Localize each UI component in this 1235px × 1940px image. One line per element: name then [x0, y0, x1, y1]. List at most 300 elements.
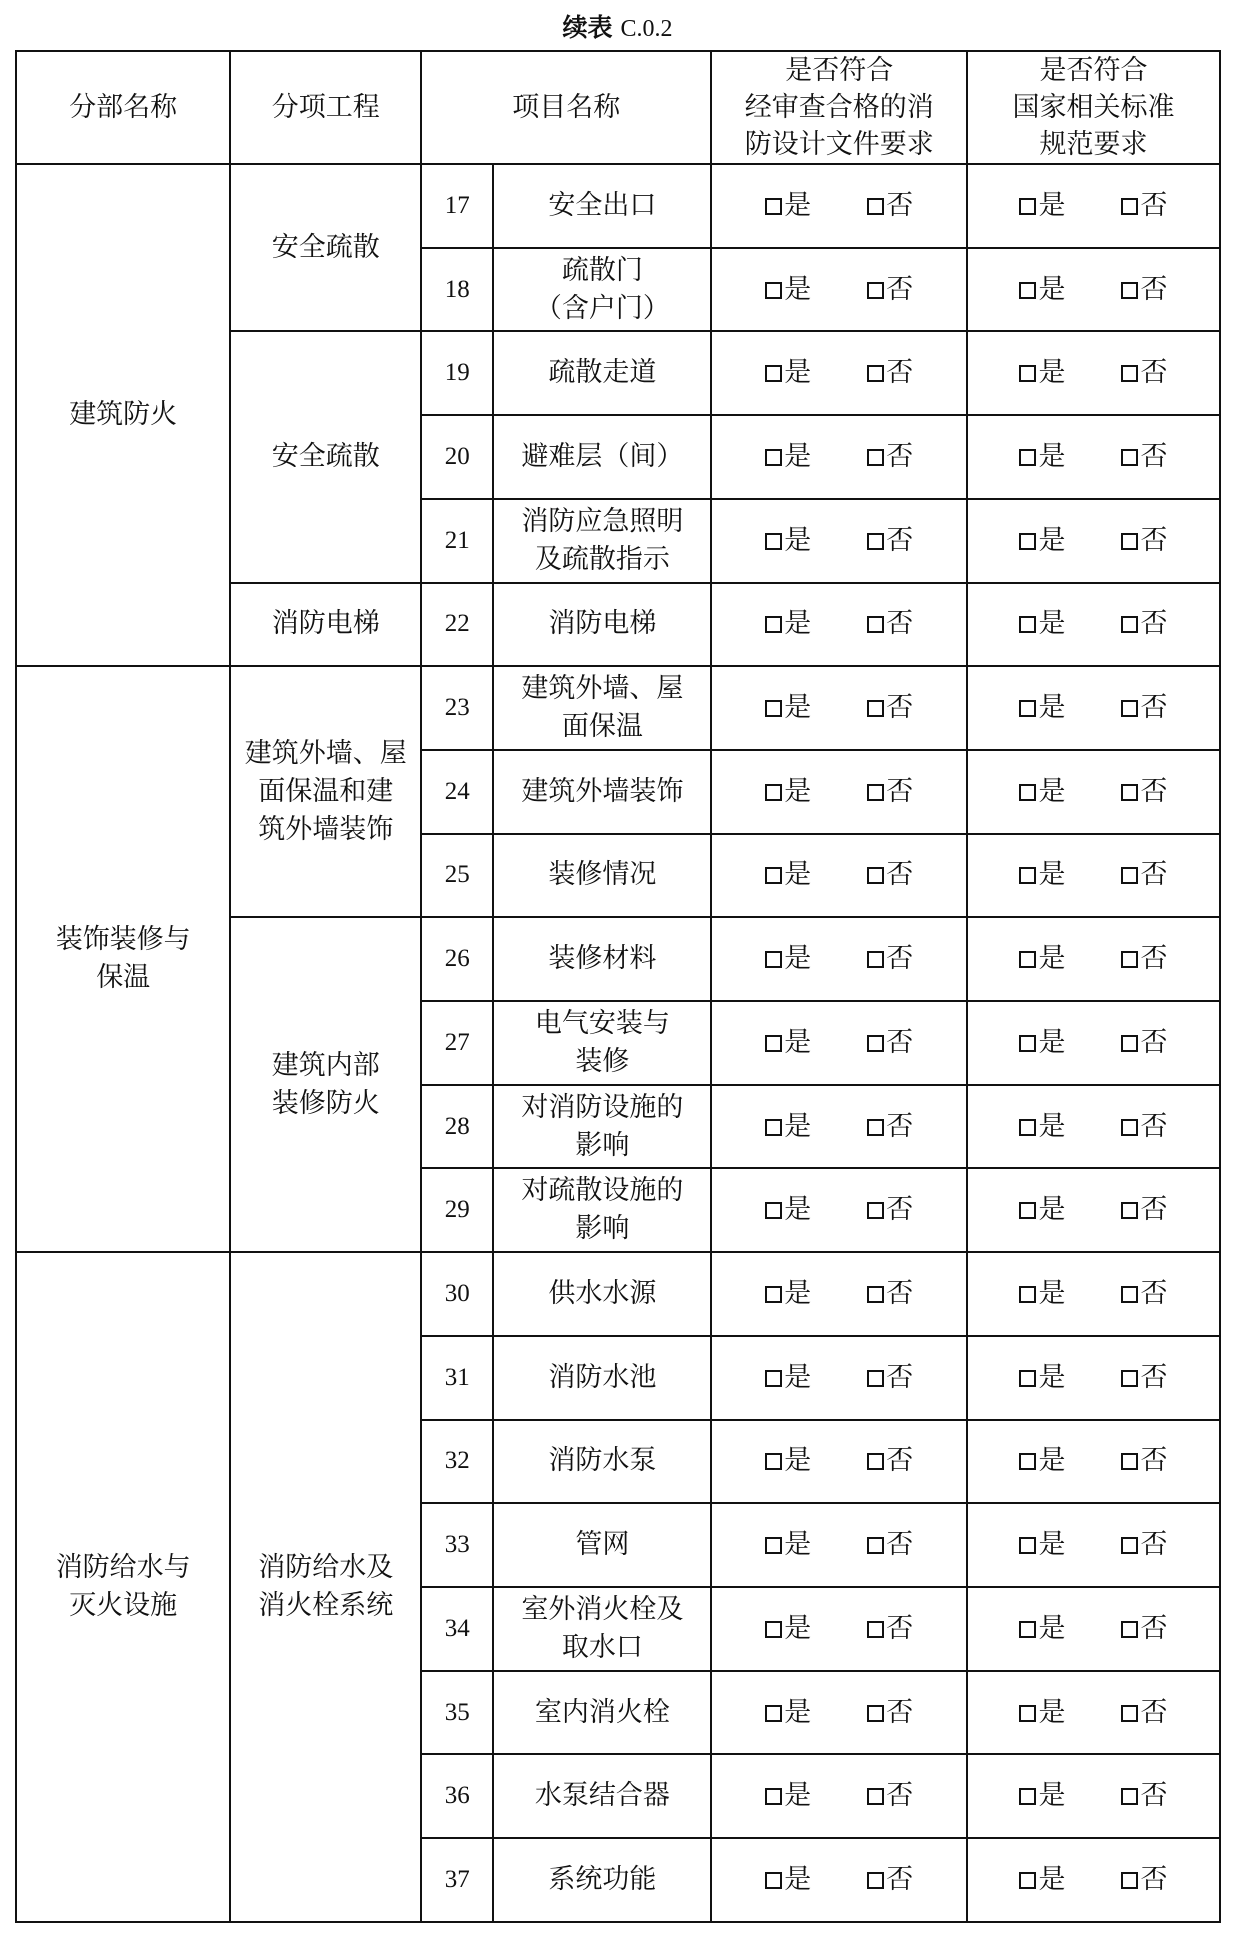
option-yes[interactable] [765, 522, 811, 560]
option-yes[interactable] [765, 1275, 811, 1313]
item-number: 31 [421, 1336, 493, 1420]
option-no[interactable] [867, 1610, 913, 1648]
checkbox-icon[interactable] [1019, 449, 1036, 466]
option-no[interactable] [867, 438, 913, 476]
option-yes-label: 是 [1038, 1864, 1066, 1896]
checkbox-icon[interactable] [1121, 784, 1138, 801]
item-number: 27 [421, 1001, 493, 1085]
option-yes[interactable] [765, 354, 811, 392]
item-name: 供水水源 [493, 1252, 711, 1336]
option-yes[interactable] [1019, 940, 1065, 978]
checkbox-icon[interactable] [765, 1788, 782, 1805]
option-no[interactable] [867, 1694, 913, 1732]
standard-compliance-cell [967, 1168, 1220, 1252]
division-name: 建筑防火 [16, 164, 230, 666]
standard-compliance-cell [967, 666, 1220, 750]
checkbox-icon[interactable] [1019, 1202, 1036, 1219]
option-yes[interactable] [765, 1024, 811, 1062]
option-yes-label: 是 [784, 859, 812, 891]
option-no[interactable] [1121, 773, 1167, 811]
subdivision-name: 安全疏散 [230, 331, 421, 582]
option-yes[interactable] [1019, 1777, 1065, 1815]
option-no-label: 否 [1140, 1361, 1168, 1393]
checkbox-icon[interactable] [1019, 1621, 1036, 1638]
checkbox-icon[interactable] [1121, 1119, 1138, 1136]
design-compliance-cell [711, 1085, 967, 1169]
caption-code: C.0.2 [620, 16, 673, 42]
item-number: 28 [421, 1085, 493, 1169]
design-compliance-cell [711, 164, 967, 248]
option-yes[interactable] [1019, 1861, 1065, 1899]
option-yes-label: 是 [784, 357, 812, 389]
option-yes[interactable] [765, 773, 811, 811]
option-no[interactable] [1121, 1861, 1167, 1899]
checkbox-icon[interactable] [765, 951, 782, 968]
checkbox-icon[interactable] [867, 1453, 884, 1470]
header-design-compliance: 是否符合 经审查合格的消 防设计文件要求 [711, 51, 967, 164]
design-compliance-cell [711, 750, 967, 834]
option-no-label: 否 [1140, 1194, 1168, 1226]
option-no[interactable] [867, 1024, 913, 1062]
option-no-label: 否 [1140, 524, 1168, 556]
design-compliance-cell [711, 1252, 967, 1336]
option-no[interactable] [867, 940, 913, 978]
item-number: 23 [421, 666, 493, 750]
option-yes[interactable] [1019, 271, 1065, 309]
checkbox-icon[interactable] [867, 867, 884, 884]
checkbox-icon[interactable] [867, 616, 884, 633]
item-number: 26 [421, 917, 493, 1001]
option-no-label: 否 [1140, 440, 1168, 472]
option-yes[interactable] [765, 856, 811, 894]
header-division: 分部名称 [16, 51, 230, 164]
option-yes-label: 是 [784, 943, 812, 975]
checkbox-icon[interactable] [1019, 1035, 1036, 1052]
checkbox-icon[interactable] [1121, 282, 1138, 299]
option-no[interactable] [1121, 1108, 1167, 1146]
item-number: 32 [421, 1420, 493, 1504]
item-name: 系统功能 [493, 1838, 711, 1922]
checkbox-icon[interactable] [765, 1705, 782, 1722]
checkbox-icon[interactable] [1019, 198, 1036, 215]
option-yes-label: 是 [784, 189, 812, 221]
checkbox-icon[interactable] [1121, 533, 1138, 550]
option-yes[interactable] [765, 689, 811, 727]
checkbox-icon[interactable] [1121, 1788, 1138, 1805]
option-no-label: 否 [1140, 1612, 1168, 1644]
checkbox-icon[interactable] [867, 1202, 884, 1219]
standard-compliance-cell [967, 499, 1220, 583]
design-compliance-cell [711, 1838, 967, 1922]
option-no[interactable] [867, 856, 913, 894]
design-compliance-cell [711, 248, 967, 332]
checkbox-icon[interactable] [1019, 365, 1036, 382]
checkbox-icon[interactable] [1019, 784, 1036, 801]
subdivision-name: 消防电梯 [230, 583, 421, 667]
checkbox-icon[interactable] [765, 1286, 782, 1303]
option-yes[interactable] [765, 1526, 811, 1564]
option-yes[interactable] [765, 271, 811, 309]
checkbox-icon[interactable] [1121, 1035, 1138, 1052]
option-yes-label: 是 [1038, 775, 1066, 807]
option-no[interactable] [867, 354, 913, 392]
checkbox-icon[interactable] [1019, 951, 1036, 968]
checkbox-icon[interactable] [1121, 616, 1138, 633]
option-no-label: 否 [886, 357, 914, 389]
option-yes-label: 是 [784, 1277, 812, 1309]
item-name: 建筑外墙装饰 [493, 750, 711, 834]
checkbox-icon[interactable] [765, 1370, 782, 1387]
standard-compliance-cell [967, 1085, 1220, 1169]
item-name: 室外消火栓及 取水口 [493, 1587, 711, 1671]
option-yes-label: 是 [1038, 1529, 1066, 1561]
option-no-label: 否 [1140, 1026, 1168, 1058]
standard-compliance-cell [967, 1838, 1220, 1922]
option-no[interactable] [1121, 1777, 1167, 1815]
option-no-label: 否 [886, 1445, 914, 1477]
checkbox-icon[interactable] [867, 449, 884, 466]
checkbox-icon[interactable] [765, 867, 782, 884]
checkbox-icon[interactable] [765, 282, 782, 299]
option-yes-label: 是 [784, 1696, 812, 1728]
option-yes[interactable] [765, 1861, 811, 1899]
design-compliance-cell [711, 666, 967, 750]
checkbox-icon[interactable] [1121, 867, 1138, 884]
checkbox-icon[interactable] [765, 1872, 782, 1889]
checkbox-icon[interactable] [867, 1705, 884, 1722]
checkbox-icon[interactable] [765, 700, 782, 717]
checkbox-icon[interactable] [1019, 1872, 1036, 1889]
checkbox-icon[interactable] [1121, 1202, 1138, 1219]
option-yes[interactable] [765, 1108, 811, 1146]
option-yes[interactable] [1019, 1024, 1065, 1062]
checkbox-icon[interactable] [1019, 867, 1036, 884]
header-row [16, 51, 1220, 164]
option-yes-label: 是 [784, 608, 812, 640]
checkbox-icon[interactable] [1121, 700, 1138, 717]
table-row [16, 1252, 1220, 1336]
checkbox-icon[interactable] [1121, 951, 1138, 968]
division-name: 消防给水与 灭火设施 [16, 1252, 230, 1922]
checkbox-icon[interactable] [1019, 282, 1036, 299]
option-yes[interactable] [1019, 354, 1065, 392]
checkbox-icon[interactable] [867, 282, 884, 299]
option-yes[interactable] [765, 1359, 811, 1397]
checkbox-icon[interactable] [1019, 1286, 1036, 1303]
option-yes[interactable] [765, 187, 811, 225]
checkbox-icon[interactable] [1019, 533, 1036, 550]
checkbox-icon[interactable] [867, 784, 884, 801]
option-yes-label: 是 [784, 775, 812, 807]
option-no[interactable] [867, 1861, 913, 1899]
option-no-label: 否 [1140, 273, 1168, 305]
item-name: 避难层（间） [493, 415, 711, 499]
option-no-label: 否 [886, 775, 914, 807]
option-yes[interactable] [1019, 438, 1065, 476]
option-no-label: 否 [886, 608, 914, 640]
checkbox-icon[interactable] [867, 1370, 884, 1387]
option-yes-label: 是 [1038, 1696, 1066, 1728]
subdivision-name: 消防给水及 消火栓系统 [230, 1252, 421, 1922]
standard-compliance-cell [967, 1503, 1220, 1587]
option-no-label: 否 [886, 692, 914, 724]
checkbox-icon[interactable] [1019, 1788, 1036, 1805]
option-yes-label: 是 [1038, 357, 1066, 389]
option-yes-label: 是 [1038, 1277, 1066, 1309]
item-name: 水泵结合器 [493, 1754, 711, 1838]
design-compliance-cell [711, 834, 967, 918]
design-compliance-cell [711, 1587, 967, 1671]
checkbox-icon[interactable] [867, 1788, 884, 1805]
checkbox-icon[interactable] [867, 1537, 884, 1554]
checkbox-icon[interactable] [867, 1872, 884, 1889]
item-number: 30 [421, 1252, 493, 1336]
checkbox-icon[interactable] [1121, 1537, 1138, 1554]
option-no[interactable] [1121, 940, 1167, 978]
caption-title: 续表 [562, 13, 613, 42]
option-yes[interactable] [1019, 856, 1065, 894]
checkbox-icon[interactable] [1121, 1370, 1138, 1387]
option-yes[interactable] [1019, 1108, 1065, 1146]
option-no[interactable] [1121, 522, 1167, 560]
option-no[interactable] [867, 605, 913, 643]
item-number: 18 [421, 248, 493, 332]
option-yes[interactable] [765, 1610, 811, 1648]
item-number: 34 [421, 1587, 493, 1671]
checkbox-icon[interactable] [1019, 1453, 1036, 1470]
header-subdivision: 分项工程 [230, 51, 421, 164]
standard-compliance-cell [967, 164, 1220, 248]
option-no[interactable] [1121, 1024, 1167, 1062]
option-yes[interactable] [1019, 1191, 1065, 1229]
checkbox-icon[interactable] [867, 533, 884, 550]
checkbox-icon[interactable] [1019, 616, 1036, 633]
option-no-label: 否 [1140, 775, 1168, 807]
option-no-label: 否 [886, 1696, 914, 1728]
checkbox-icon[interactable] [1019, 1119, 1036, 1136]
option-yes[interactable] [765, 1191, 811, 1229]
standard-compliance-cell [967, 331, 1220, 415]
option-yes[interactable] [1019, 773, 1065, 811]
option-no[interactable] [867, 1359, 913, 1397]
option-yes[interactable] [1019, 689, 1065, 727]
option-no-label: 否 [886, 1194, 914, 1226]
checkbox-icon[interactable] [765, 1119, 782, 1136]
option-yes[interactable] [1019, 605, 1065, 643]
option-no-label: 否 [886, 1110, 914, 1142]
item-name: 安全出口 [493, 164, 711, 248]
checkbox-icon[interactable] [867, 1119, 884, 1136]
option-no[interactable] [867, 187, 913, 225]
option-no[interactable] [867, 1777, 913, 1815]
subdivision-name: 安全疏散 [230, 164, 421, 331]
option-no-label: 否 [1140, 1110, 1168, 1142]
option-yes-label: 是 [784, 692, 812, 724]
option-no-label: 否 [886, 524, 914, 556]
option-no[interactable] [1121, 689, 1167, 727]
standard-compliance-cell [967, 583, 1220, 667]
option-no-label: 否 [1140, 1277, 1168, 1309]
design-compliance-cell [711, 331, 967, 415]
option-yes[interactable] [1019, 1442, 1065, 1480]
option-yes[interactable] [765, 438, 811, 476]
option-yes[interactable] [1019, 1359, 1065, 1397]
checkbox-icon[interactable] [765, 1035, 782, 1052]
checkbox-icon[interactable] [867, 1621, 884, 1638]
design-compliance-cell [711, 1420, 967, 1504]
checkbox-icon[interactable] [867, 365, 884, 382]
option-no[interactable] [867, 1442, 913, 1480]
option-no[interactable] [1121, 856, 1167, 894]
option-no[interactable] [867, 1526, 913, 1564]
option-yes-label: 是 [1038, 1194, 1066, 1226]
option-no[interactable] [1121, 605, 1167, 643]
option-no[interactable] [867, 271, 913, 309]
option-no-label: 否 [886, 943, 914, 975]
checkbox-icon[interactable] [765, 784, 782, 801]
checkbox-icon[interactable] [1121, 365, 1138, 382]
checkbox-icon[interactable] [867, 1286, 884, 1303]
option-yes[interactable] [765, 940, 811, 978]
option-no-label: 否 [1140, 1780, 1168, 1812]
option-no[interactable] [1121, 1191, 1167, 1229]
option-yes-label: 是 [784, 273, 812, 305]
checkbox-icon[interactable] [867, 198, 884, 215]
option-yes[interactable] [1019, 522, 1065, 560]
option-no[interactable] [867, 1108, 913, 1146]
design-compliance-cell [711, 415, 967, 499]
option-no-label: 否 [1140, 1864, 1168, 1896]
option-no[interactable] [1121, 354, 1167, 392]
item-number: 21 [421, 499, 493, 583]
design-compliance-cell [711, 1503, 967, 1587]
option-no[interactable] [867, 773, 913, 811]
item-name: 对疏散设施的 影响 [493, 1168, 711, 1252]
option-yes-label: 是 [784, 1529, 812, 1561]
standard-compliance-cell [967, 834, 1220, 918]
item-number: 25 [421, 834, 493, 918]
checkbox-icon[interactable] [765, 365, 782, 382]
item-name: 装修材料 [493, 917, 711, 1001]
standard-compliance-cell [967, 1754, 1220, 1838]
option-no[interactable] [867, 1275, 913, 1313]
standard-compliance-cell [967, 1336, 1220, 1420]
standard-compliance-cell [967, 1671, 1220, 1755]
option-no-label: 否 [886, 1361, 914, 1393]
standard-compliance-cell [967, 750, 1220, 834]
option-yes-label: 是 [1038, 189, 1066, 221]
item-number: 36 [421, 1754, 493, 1838]
option-no-label: 否 [1140, 1696, 1168, 1728]
item-number: 37 [421, 1838, 493, 1922]
checkbox-icon[interactable] [1121, 449, 1138, 466]
option-yes-label: 是 [784, 1026, 812, 1058]
design-compliance-cell [711, 499, 967, 583]
checkbox-icon[interactable] [1121, 1286, 1138, 1303]
checkbox-icon[interactable] [867, 1035, 884, 1052]
option-no[interactable] [867, 522, 913, 560]
checkbox-icon[interactable] [1121, 1872, 1138, 1889]
standard-compliance-cell [967, 1001, 1220, 1085]
option-yes[interactable] [1019, 1610, 1065, 1648]
standard-compliance-cell [967, 1420, 1220, 1504]
header-standard-compliance: 是否符合 国家相关标准 规范要求 [967, 51, 1220, 164]
option-no-label: 否 [886, 859, 914, 891]
header-item-name: 项目名称 [421, 51, 711, 164]
option-no-label: 否 [886, 189, 914, 221]
option-no[interactable] [1121, 1610, 1167, 1648]
checkbox-icon[interactable] [765, 616, 782, 633]
option-yes-label: 是 [1038, 273, 1066, 305]
option-no[interactable] [867, 1191, 913, 1229]
checkbox-icon[interactable] [867, 951, 884, 968]
subdivision-name: 建筑外墙、屋 面保温和建 筑外墙装饰 [230, 666, 421, 917]
option-no[interactable] [1121, 1442, 1167, 1480]
checkbox-icon[interactable] [1019, 700, 1036, 717]
checkbox-icon[interactable] [1019, 1705, 1036, 1722]
checkbox-icon[interactable] [1121, 1453, 1138, 1470]
option-no[interactable] [867, 689, 913, 727]
design-compliance-cell [711, 1754, 967, 1838]
option-yes-label: 是 [1038, 608, 1066, 640]
standard-compliance-cell [967, 1252, 1220, 1336]
option-yes[interactable] [1019, 187, 1065, 225]
option-yes-label: 是 [1038, 1780, 1066, 1812]
inspection-table [15, 50, 1221, 1923]
item-name: 消防水泵 [493, 1420, 711, 1504]
checkbox-icon[interactable] [1019, 1370, 1036, 1387]
checkbox-icon[interactable] [765, 533, 782, 550]
checkbox-icon[interactable] [1121, 1705, 1138, 1722]
option-no-label: 否 [1140, 608, 1168, 640]
item-name: 电气安装与 装修 [493, 1001, 711, 1085]
option-yes[interactable] [765, 1694, 811, 1732]
checkbox-icon[interactable] [1019, 1537, 1036, 1554]
checkbox-icon[interactable] [765, 1537, 782, 1554]
option-yes-label: 是 [784, 1612, 812, 1644]
option-yes-label: 是 [784, 1445, 812, 1477]
option-yes[interactable] [1019, 1694, 1065, 1732]
option-no[interactable] [1121, 1526, 1167, 1564]
option-yes[interactable] [765, 1777, 811, 1815]
design-compliance-cell [711, 1001, 967, 1085]
checkbox-icon[interactable] [765, 449, 782, 466]
checkbox-icon[interactable] [765, 1621, 782, 1638]
checkbox-icon[interactable] [765, 198, 782, 215]
option-no[interactable] [1121, 187, 1167, 225]
option-yes[interactable] [765, 605, 811, 643]
option-no[interactable] [1121, 271, 1167, 309]
checkbox-icon[interactable] [867, 700, 884, 717]
checkbox-icon[interactable] [765, 1453, 782, 1470]
subdivision-name: 建筑内部 装修防火 [230, 917, 421, 1252]
design-compliance-cell [711, 1336, 967, 1420]
item-name: 疏散走道 [493, 331, 711, 415]
item-number: 20 [421, 415, 493, 499]
checkbox-icon[interactable] [765, 1202, 782, 1219]
option-no[interactable] [1121, 438, 1167, 476]
checkbox-icon[interactable] [1121, 198, 1138, 215]
option-no[interactable] [1121, 1359, 1167, 1397]
option-yes[interactable] [765, 1442, 811, 1480]
option-yes[interactable] [1019, 1526, 1065, 1564]
option-yes[interactable] [1019, 1275, 1065, 1313]
checkbox-icon[interactable] [1121, 1621, 1138, 1638]
item-number: 24 [421, 750, 493, 834]
option-no[interactable] [1121, 1275, 1167, 1313]
option-no[interactable] [1121, 1694, 1167, 1732]
standard-compliance-cell [967, 1587, 1220, 1671]
